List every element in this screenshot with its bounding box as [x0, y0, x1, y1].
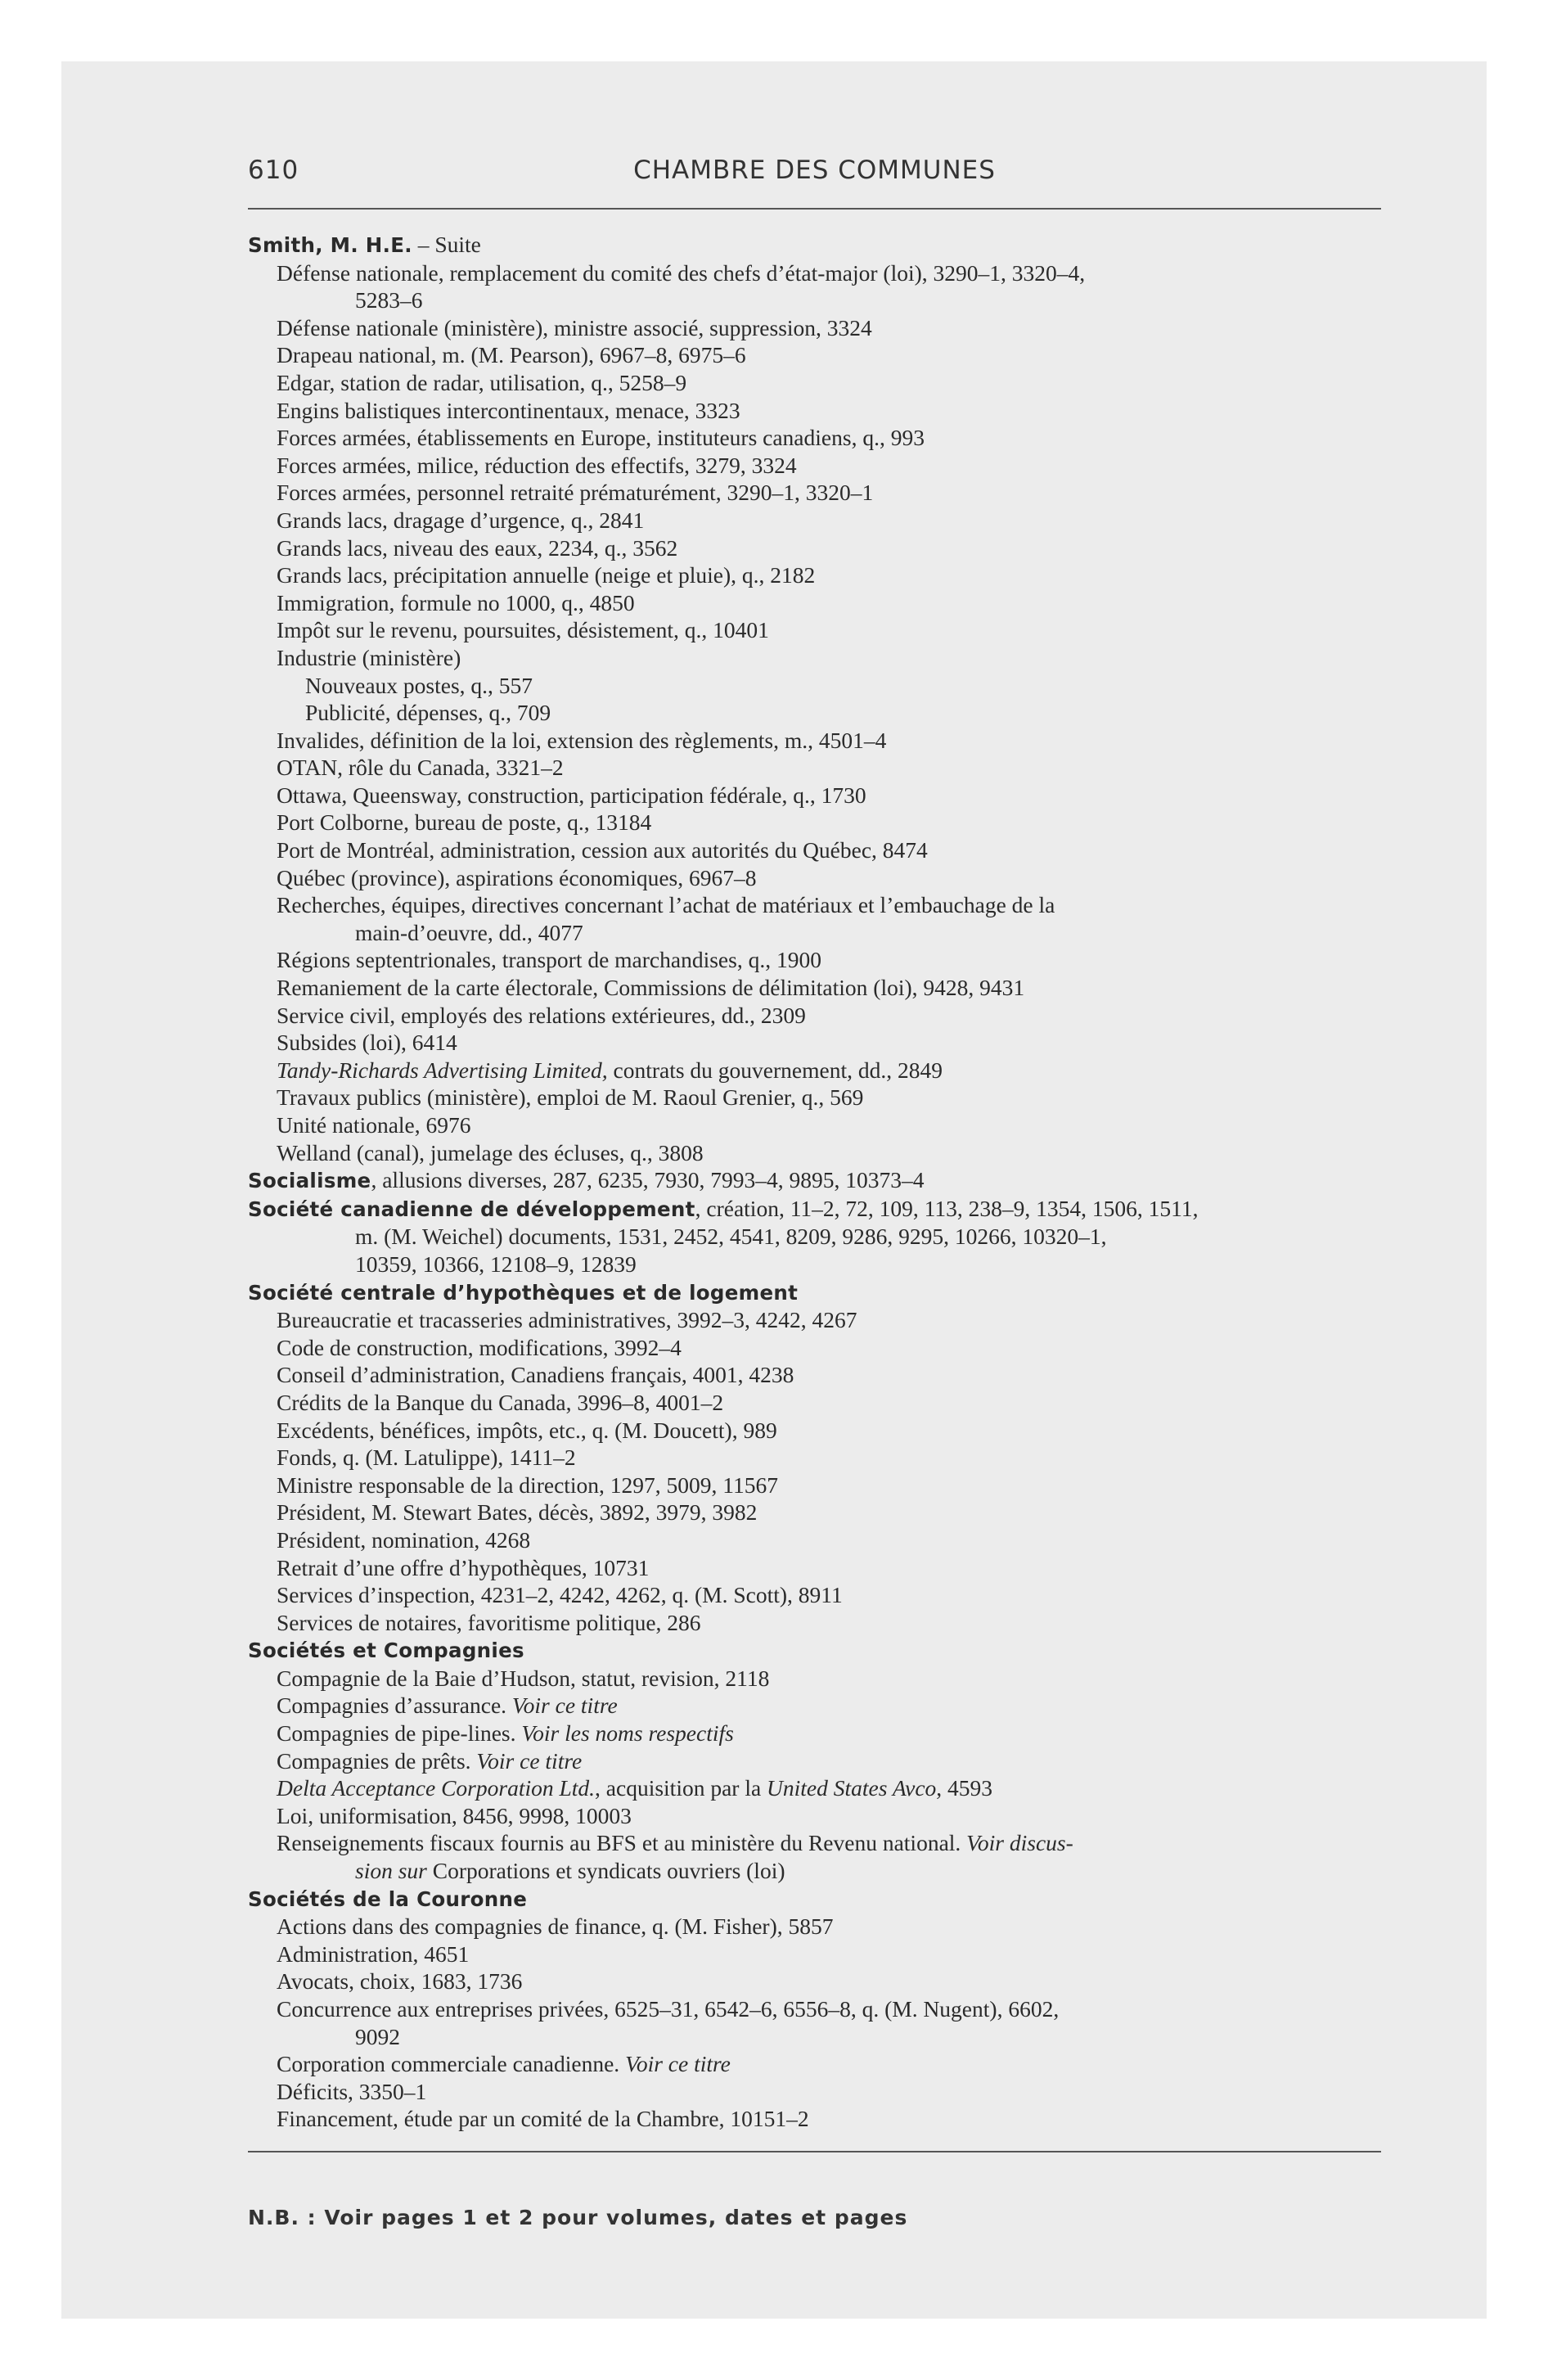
index-entry: Crédits de la Banque du Canada, 3996–8, 4001–2	[277, 1389, 724, 1415]
index-entry: Remaniement de la carte électorale, Commissions de délimitation (loi), 9428, 9431	[277, 975, 1025, 1001]
index-entry: Engins balistiques intercontinentaux, menace, 3323	[277, 397, 740, 423]
index-entry: Port Colborne, bureau de poste, q., 13184	[277, 809, 652, 836]
index-entry: Conseil d’administration, Canadiens français, 4001, 4238	[277, 1362, 794, 1388]
index-entry: Travaux publics (ministère), emploi de M. Raoul Grenier, q., 569	[277, 1084, 864, 1111]
index-entry: Services d’inspection, 4231–2, 4242, 4262, q. (M. Scott), 8911	[277, 1582, 843, 1608]
page-title: CHAMBRE DES COMMUNES	[633, 156, 996, 185]
index-entry: Québec (province), aspirations économiques, 6967–8	[277, 864, 757, 890]
index-heading-socialisme: Socialisme, allusions diverses, 287, 6235, 7930, 7993–4, 9895, 10373–4	[248, 1167, 925, 1193]
index-entry: Concurrence aux entreprises privées, 6525–31, 6542–6, 6556–8, q. (M. Nugent), 6602,	[277, 1996, 1060, 2022]
index-entry: Ottawa, Queensway, construction, participation fédérale, q., 1730	[277, 782, 866, 808]
index-entry: Invalides, définition de la loi, extension des règlements, m., 4501–4	[277, 727, 887, 753]
index-entry: Tandy-Richards Advertising Limited, contrats du gouvernement, dd., 2849	[277, 1057, 943, 1083]
index-entry: Edgar, station de radar, utilisation, q., 5258–9	[277, 369, 687, 395]
index-heading-scd: Société canadienne de développement, création, 11–2, 72, 109, 113, 238–9, 1354, 1506, 1511,	[248, 1195, 1199, 1221]
footer-note: N.B. : Voir pages 1 et 2 pour volumes, dates et pages	[248, 2206, 908, 2229]
index-entry: Grands lacs, dragage d’urgence, q., 2841	[277, 507, 645, 533]
header-rule	[248, 208, 1381, 210]
index-entry: Drapeau national, m. (M. Pearson), 6967–8, 6975–6	[277, 342, 746, 368]
index-entry: Corporation commerciale canadienne. Voir ce titre	[277, 2051, 731, 2077]
footer-rule	[248, 2151, 1381, 2152]
index-entry: Welland (canal), jumelage des écluses, q., 3808	[277, 1139, 704, 1165]
index-entry: Défense nationale (ministère), ministre associé, suppression, 3324	[277, 314, 872, 340]
index-entry: Compagnies d’assurance. Voir ce titre	[277, 1693, 618, 1719]
index-subentry: Nouveaux postes, q., 557	[305, 672, 533, 698]
index-entry: Loi, uniformisation, 8456, 9998, 10003	[277, 1802, 632, 1828]
index-entry: Retrait d’une offre d’hypothèques, 10731	[277, 1554, 650, 1580]
index-entry: Forces armées, personnel retraité prématurément, 3290–1, 3320–1	[277, 480, 874, 506]
index-entry: Bureaucratie et tracasseries administratives, 3992–3, 4242, 4267	[277, 1307, 857, 1333]
index-entry: OTAN, rôle du Canada, 3321–2	[277, 755, 564, 781]
index-entry: Service civil, employés des relations extérieures, dd., 2309	[277, 1002, 806, 1028]
index-heading-smith: Smith, M. H.E. – Suite	[248, 232, 481, 257]
index-heading-societes-couronne: Sociétés de la Couronne	[248, 1886, 528, 1911]
page-number: 610	[248, 156, 299, 185]
index-entry-continuation: 5283–6	[355, 287, 423, 313]
index-entry-continuation: m. (M. Weichel) documents, 1531, 2452, 4541, 8209, 9286, 9295, 10266, 10320–1,	[355, 1224, 1107, 1250]
index-entry: Services de notaires, favoritisme politique, 286	[277, 1609, 701, 1635]
index-entry-continuation: sion sur Corporations et syndicats ouvriers (loi)	[355, 1858, 785, 1884]
index-subentry: Publicité, dépenses, q., 709	[305, 700, 551, 726]
index-entries	[248, 231, 1381, 2133]
index-entry: Déficits, 3350–1	[277, 2078, 427, 2104]
index-entry: Industrie (ministère)	[277, 644, 461, 670]
index-entry: Grands lacs, précipitation annuelle (neige et pluie), q., 2182	[277, 562, 816, 588]
index-entry: Compagnies de pipe-lines. Voir les noms respectifs	[277, 1720, 734, 1747]
index-entry: Code de construction, modifications, 3992–4	[277, 1334, 682, 1360]
index-entry: Unité nationale, 6976	[277, 1112, 471, 1138]
index-entry-continuation: 9092	[355, 2023, 400, 2049]
index-entry: Delta Acceptance Corporation Ltd., acquisition par la United States Avco, 4593	[277, 1775, 993, 1801]
index-entry: Président, M. Stewart Bates, décès, 3892, 3979, 3982	[277, 1499, 758, 1526]
index-entry: Compagnie de la Baie d’Hudson, statut, revision, 2118	[277, 1665, 770, 1691]
index-entry: Fonds, q. (M. Latulippe), 1411–2	[277, 1445, 576, 1471]
index-entry: Immigration, formule no 1000, q., 4850	[277, 589, 635, 615]
index-heading-schl: Société centrale d’hypothèques et de logement	[248, 1280, 799, 1305]
index-entry: Forces armées, établissements en Europe, instituteurs canadiens, q., 993	[277, 425, 925, 451]
index-entry: Actions dans des compagnies de finance, q. (M. Fisher), 5857	[277, 1913, 834, 1940]
index-entry: Défense nationale, remplacement du comité des chefs d’état-major (loi), 3290–1, 3320–4,	[277, 259, 1086, 286]
index-entry: Excédents, bénéfices, impôts, etc., q. (M. Doucett), 989	[277, 1417, 777, 1443]
index-entry: Financement, étude par un comité de la Chambre, 10151–2	[277, 2106, 809, 2132]
index-heading-societes-compagnies: Sociétés et Compagnies	[248, 1639, 524, 1663]
index-entry: Compagnies de prêts. Voir ce titre	[277, 1747, 583, 1774]
index-entry: Ministre responsable de la direction, 1297, 5009, 11567	[277, 1472, 779, 1498]
index-entry-continuation: 10359, 10366, 12108–9, 12839	[355, 1251, 637, 1277]
index-entry: Port de Montréal, administration, cession aux autorités du Québec, 8474	[277, 837, 928, 863]
index-entry: Recherches, équipes, directives concernant l’achat de matériaux et l’embauchage de la	[277, 892, 1055, 918]
index-entry: Impôt sur le revenu, poursuites, désistement, q., 10401	[277, 617, 769, 643]
index-entry: Avocats, choix, 1683, 1736	[277, 1968, 523, 1995]
index-entry: Régions septentrionales, transport de marchandises, q., 1900	[277, 947, 821, 973]
index-entry: Forces armées, milice, réduction des effectifs, 3279, 3324	[277, 452, 797, 478]
index-entry: Subsides (loi), 6414	[277, 1030, 457, 1056]
index-entry: Grands lacs, niveau des eaux, 2234, q., 3562	[277, 534, 678, 561]
index-entry-continuation: main-d’oeuvre, dd., 4077	[355, 919, 583, 945]
index-entry: Administration, 4651	[277, 1941, 470, 1967]
index-entry: Président, nomination, 4268	[277, 1526, 531, 1553]
index-entry: Renseignements fiscaux fournis au BFS et au ministère du Revenu national. Voir discus-	[277, 1830, 1073, 1856]
